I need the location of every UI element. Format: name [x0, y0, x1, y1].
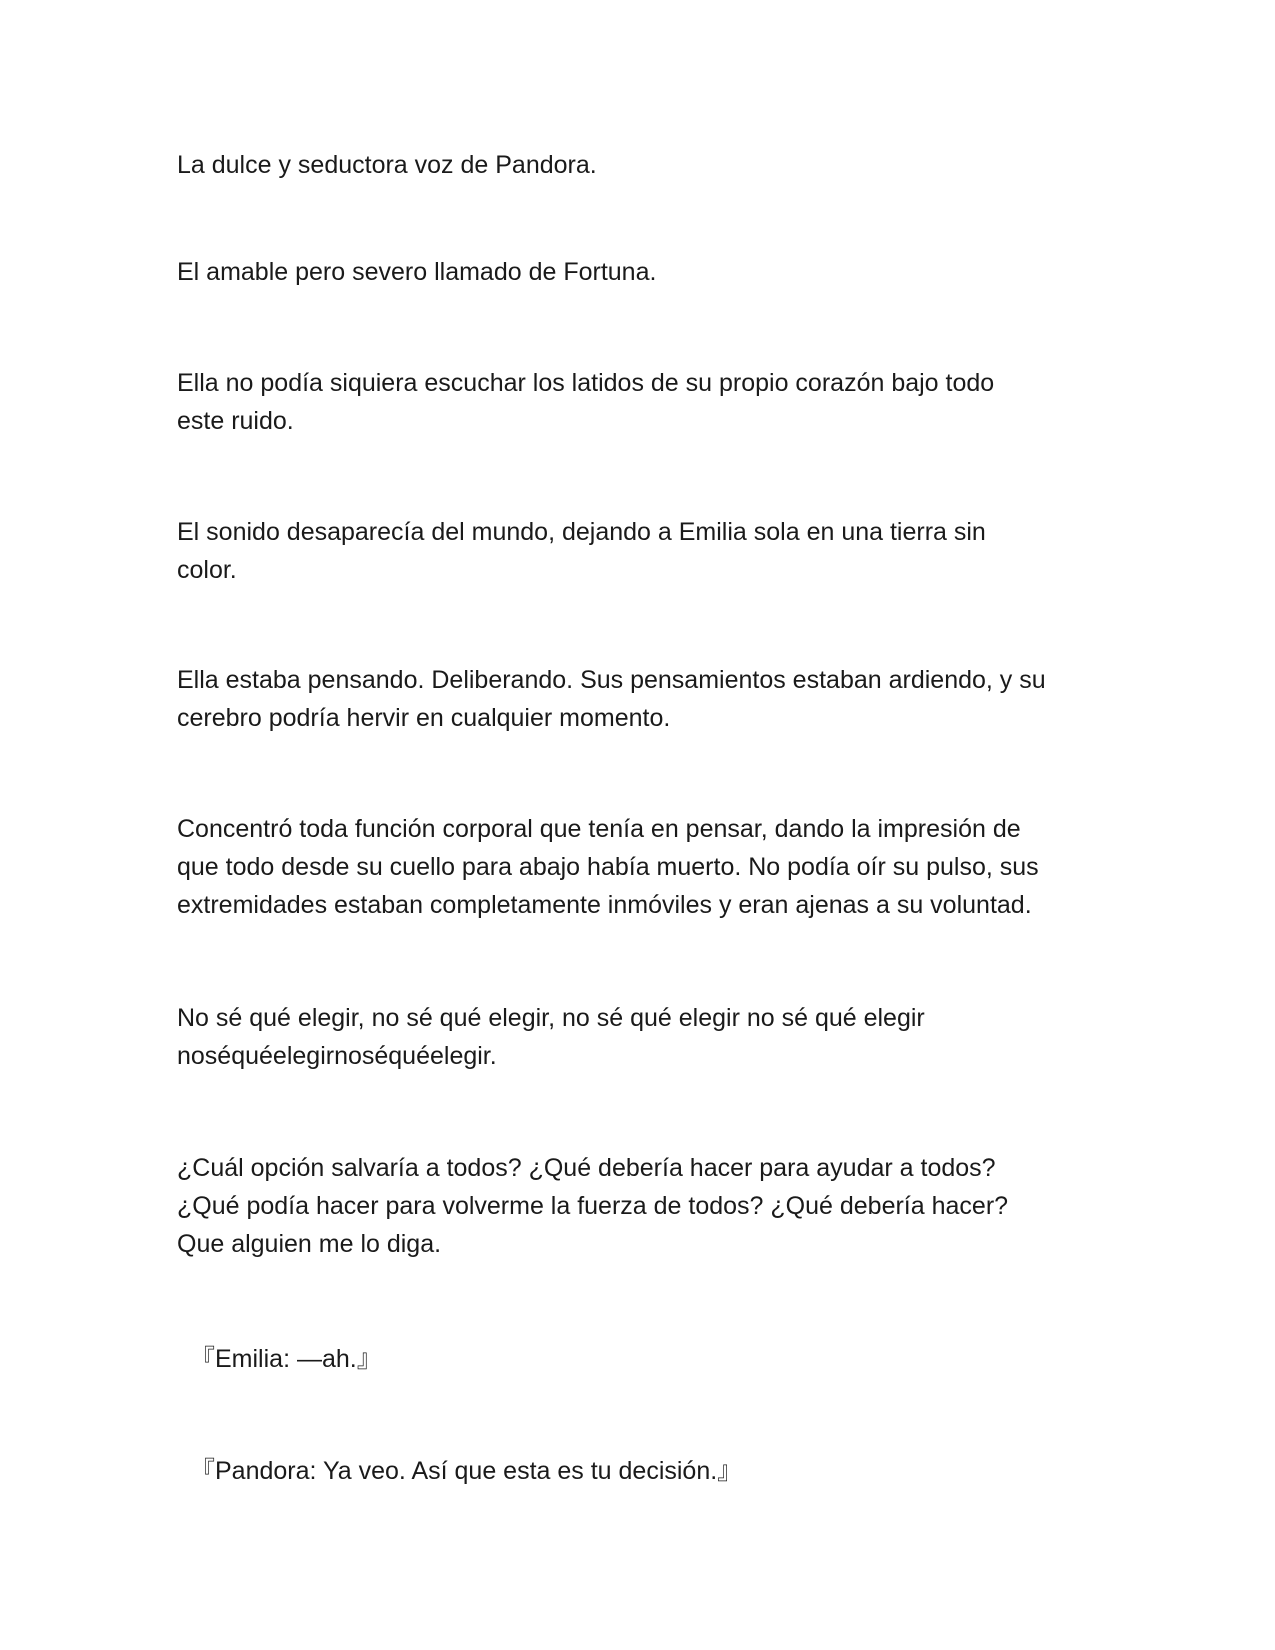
- paragraph-line: cerebro podría hervir en cualquier momento.: [177, 704, 671, 732]
- paragraph-line: Ella estaba pensando. Deliberando. Sus pensamientos estaban ardiendo, y su: [177, 666, 1046, 694]
- paragraph-line: La dulce y seductora voz de Pandora.: [177, 151, 597, 179]
- paragraph-2: [177, 253, 1117, 291]
- paragraph-line: extremidades estaban completamente inmóviles y eran ajenas a su voluntad.: [177, 891, 1032, 919]
- paragraph-line: El amable pero severo llamado de Fortuna.: [177, 258, 657, 286]
- paragraph-8: [177, 1149, 1117, 1263]
- paragraph-line: noséquéelegirnoséquéelegir.: [177, 1042, 497, 1070]
- paragraph-line: 『Pandora: Ya veo. Así que esta es tu decisión.』: [190, 1457, 743, 1485]
- paragraph-line: No sé qué elegir, no sé qué elegir, no sé qué elegir no sé qué elegir: [177, 1004, 925, 1032]
- paragraph-3: [177, 364, 1117, 440]
- paragraph-7: [177, 999, 1117, 1075]
- paragraph-line: 『Emilia: —ah.』: [190, 1345, 382, 1373]
- paragraph-4: [177, 513, 1117, 589]
- paragraph-line: El sonido desaparecía del mundo, dejando a Emilia sola en una tierra sin: [177, 518, 986, 546]
- dialogue-pandora: [190, 1452, 1130, 1490]
- paragraph-line: Concentró toda función corporal que tenía en pensar, dando la impresión de: [177, 815, 1021, 843]
- paragraph-line: que todo desde su cuello para abajo había muerto. No podía oír su pulso, sus: [177, 853, 1039, 881]
- paragraph-1: [177, 146, 1117, 184]
- paragraph-line: ¿Qué podía hacer para volverme la fuerza de todos? ¿Qué debería hacer?: [177, 1192, 1009, 1220]
- paragraph-line: color.: [177, 556, 237, 584]
- paragraph-5: [177, 661, 1117, 737]
- paragraph-line: ¿Cuál opción salvaría a todos? ¿Qué debería hacer para ayudar a todos?: [177, 1154, 996, 1182]
- paragraph-line: este ruido.: [177, 407, 294, 435]
- paragraph-line: Que alguien me lo diga.: [177, 1230, 442, 1258]
- paragraph-6: [177, 810, 1117, 924]
- paragraph-line: Ella no podía siquiera escuchar los latidos de su propio corazón bajo todo: [177, 369, 995, 397]
- dialogue-emilia: [190, 1340, 1130, 1378]
